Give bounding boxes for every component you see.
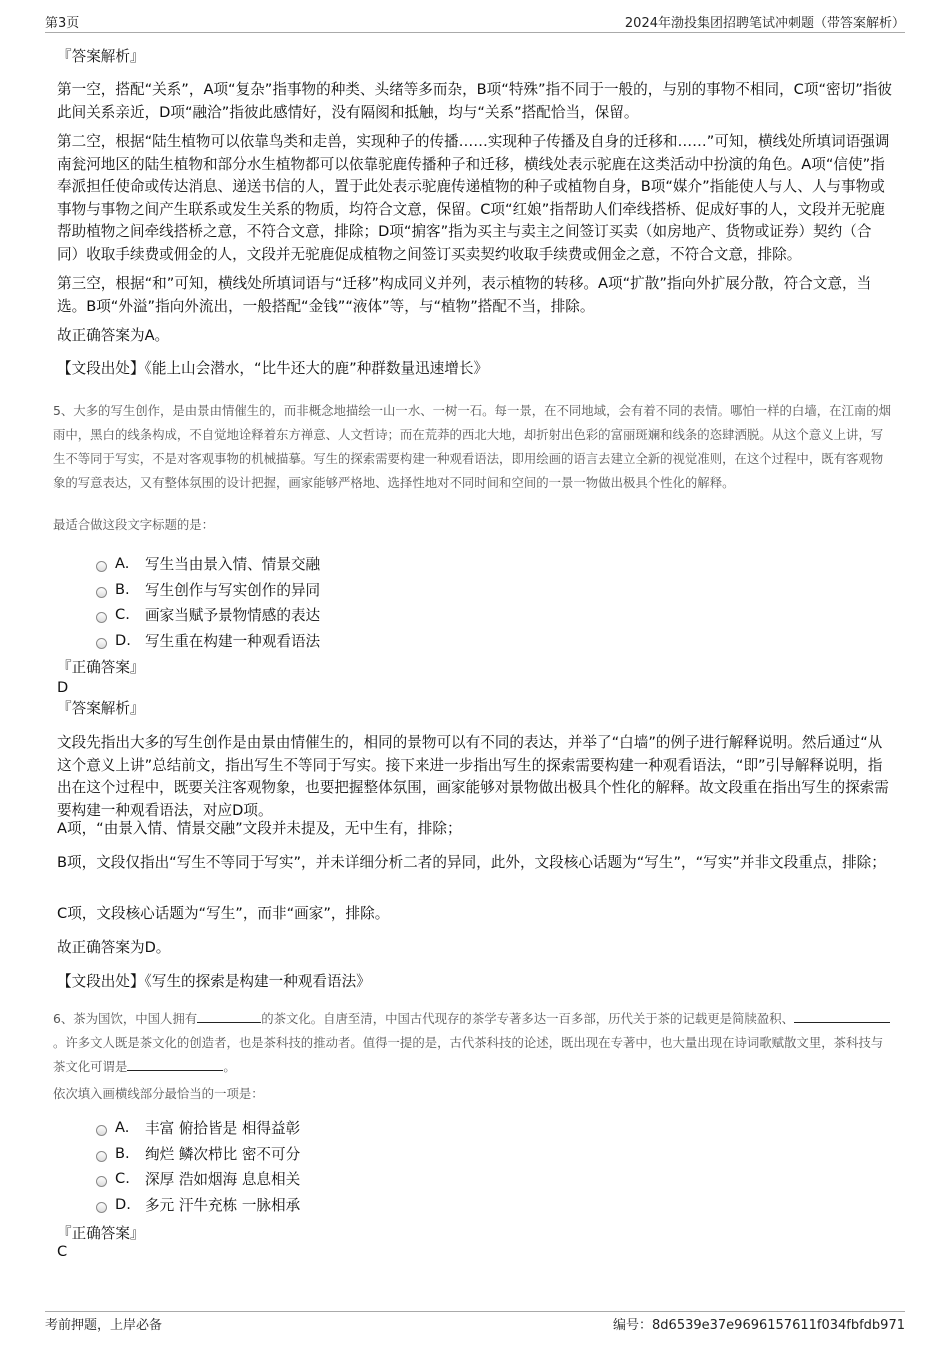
conclusion: 故正确答案为A。: [57, 327, 170, 344]
answer-label: 『正确答案』: [57, 1225, 145, 1242]
question-prompt: 依次填入画横线部分最恰当的一项是：: [53, 1086, 264, 1101]
radio-button[interactable]: [96, 1176, 107, 1187]
radio-button[interactable]: [96, 638, 107, 649]
radio-button[interactable]: [96, 612, 107, 623]
analysis-paragraph: C项，文段核心话题为“写生”，而非“画家”，排除。: [57, 905, 390, 922]
page-number: 第3页: [45, 16, 80, 31]
answer-value: D: [57, 679, 69, 696]
radio-button[interactable]: [96, 1151, 107, 1162]
option-b[interactable]: B. 写生创作与写实创作的异同: [96, 579, 320, 600]
conclusion: 故正确答案为D。: [57, 939, 171, 956]
analysis-label: 『答案解析』: [57, 48, 145, 65]
fill-blank: [794, 1008, 890, 1023]
analysis-paragraph: 第三空，根据“和”可知，横线处所填词语与“迁移”构成同义并列，表示植物的转移。A项“扩散”指向外扩展分散，符合文意，当选。B项“外溢”指向外流出，一般搭配“金钱”“液体”等，与“植物”搭配不当，排除。: [57, 275, 872, 315]
option-a[interactable]: A. 丰富 俯拾皆是 相得益彰: [96, 1117, 300, 1138]
radio-button[interactable]: [96, 561, 107, 572]
fill-blank: [197, 1008, 261, 1023]
analysis-paragraph: B项，文段仅指出“写生不等同于写实”，并未详细分析二者的异同，此外，文段核心话题为“写生”，“写实”并非文段重点，排除；: [57, 854, 886, 871]
question-stem: 5、大多的写生创作，是由景由情催生的，而非概念地描绘一山一水、一树一石。每一景，在不同地域，会有着不同的表情。哪怕一样的白墙，在江南的烟雨中，黑白的线条构成，不自觉地诠释着东方禅意、人文哲诗；而在荒莽的西北大地，却折射出色彩的富丽斑斓和线条的恣肆洒脱。从这个意义上讲，写生不等同于写实，不是对客观事物的机械描摹。写生的探索需要构建一种观看语法，即用绘画的语言去建立全新的视觉准则，在这个过程中，既有客观物象的写意表达，又有整体氛围的设计把握，画家能够严格地、选择性地对不同时间和空间的一景一物做出极具个性化的解释。: [53, 403, 892, 490]
fill-blank: [127, 1056, 223, 1071]
analysis-paragraph: 文段先指出大多的写生创作是由景由情催生的，相同的景物可以有不同的表达，并举了“白墙”的例子进行解释说明。然后通过“从这个意义上讲”总结前文，指出写生不等同于写实。接下来进一步指出写生的探索需要构建一种观看语法，“即”引导解释说明，指出在这个过程中，既要关注客观物象，也要把握整体氛围，画家能够对景物做出极具个性化的解释。故文段重在指出写生的探索需要构建一种观看语法，对应D项。: [57, 734, 889, 819]
option-d[interactable]: D. 多元 汗牛充栋 一脉相承: [96, 1194, 300, 1215]
radio-button[interactable]: [96, 587, 107, 598]
question-stem: 6、茶为国饮，中国人拥有 的茶文化。自唐至清，中国古代现存的茶学专著多达一百多部，历代关于茶的记载更是简牍盈积、。许多文人既是茶文化的创造者，也是茶科技的推动者。值得一提的是，古代茶科技的论述，既出现在专著中，也大量出现在诗词歌赋散文里，茶科技与茶文化可谓是 。: [53, 1007, 895, 1079]
analysis-label: 『答案解析』: [57, 700, 145, 717]
option-c[interactable]: C. 画家当赋予景物情感的表达: [96, 604, 320, 625]
header-divider: [45, 32, 905, 33]
radio-button[interactable]: [96, 1202, 107, 1213]
radio-button[interactable]: [96, 1125, 107, 1136]
option-a[interactable]: A. 写生当由景入情、情景交融: [96, 553, 320, 574]
analysis-paragraph: 第一空，搭配“关系”，A项“复杂”指事物的种类、头绪等多而杂，B项“特殊”指不同于一般的，与别的事物不相同，C项“密切”指彼此间关系亲近，D项“融洽”指彼此感情好，没有隔阂和抵触，均与“关系”搭配恰当，保留。: [57, 81, 892, 121]
source: 【文段出处】《写生的探索是构建一种观看语法》: [57, 973, 371, 990]
analysis-paragraph: 第二空，根据“陆生植物可以依靠鸟类和走兽，实现种子的传播……实现种子传播及自身的迁移和……”可知，横线处所填词语强调南瓮河地区的陆生植物和部分水生植物都可以依靠驼鹿传播种子和迁移，横线处表示驼鹿在这类活动中扮演的角色。A项“信使”指奉派担任使命或传达消息、递送书信的人，置于此处表示驼鹿传递植物的种子或植物自身，B项“媒介”指能使人与人、人与事物或事物与事物之间产生联系或发生关系的物质，均符合文意，保留。C项“红娘”指帮助人们牵线搭桥、促成好事的人，文段并无驼鹿帮助植物之间牵线搭桥之意，不符合文意，排除；D项“掮客”指为买主与卖主之间签订买卖（如房地产、货物或证券）契约（合同）收取手续费或佣金的人，文段并无驼鹿促成植物之间签订买卖契约收取手续费或佣金之意，不符合文意，排除。: [57, 133, 890, 263]
document-title: 2024年渤投集团招聘笔试冲刺题（带答案解析）: [624, 16, 905, 31]
answer-label: 『正确答案』: [57, 659, 145, 676]
option-c[interactable]: C. 深厚 浩如烟海 息息相关: [96, 1168, 300, 1189]
option-b[interactable]: B. 绚烂 鳞次栉比 密不可分: [96, 1143, 300, 1164]
source: 【文段出处】《能上山会潜水，“比牛还大的鹿”种群数量迅速增长》: [57, 360, 489, 377]
analysis-paragraph: A项，“由景入情、情景交融”文段并未提及，无中生有，排除；: [57, 820, 462, 837]
footer-divider: [45, 1311, 905, 1312]
document-id: 编号：8d6539e37e9696157611f034fbfdb971: [613, 1318, 905, 1333]
option-d[interactable]: D. 写生重在构建一种观看语法: [96, 630, 320, 651]
question-prompt: 最适合做这段文字标题的是：: [53, 517, 215, 532]
footer-slogan: 考前押题，上岸必备: [45, 1318, 163, 1333]
answer-value: C: [57, 1243, 68, 1260]
